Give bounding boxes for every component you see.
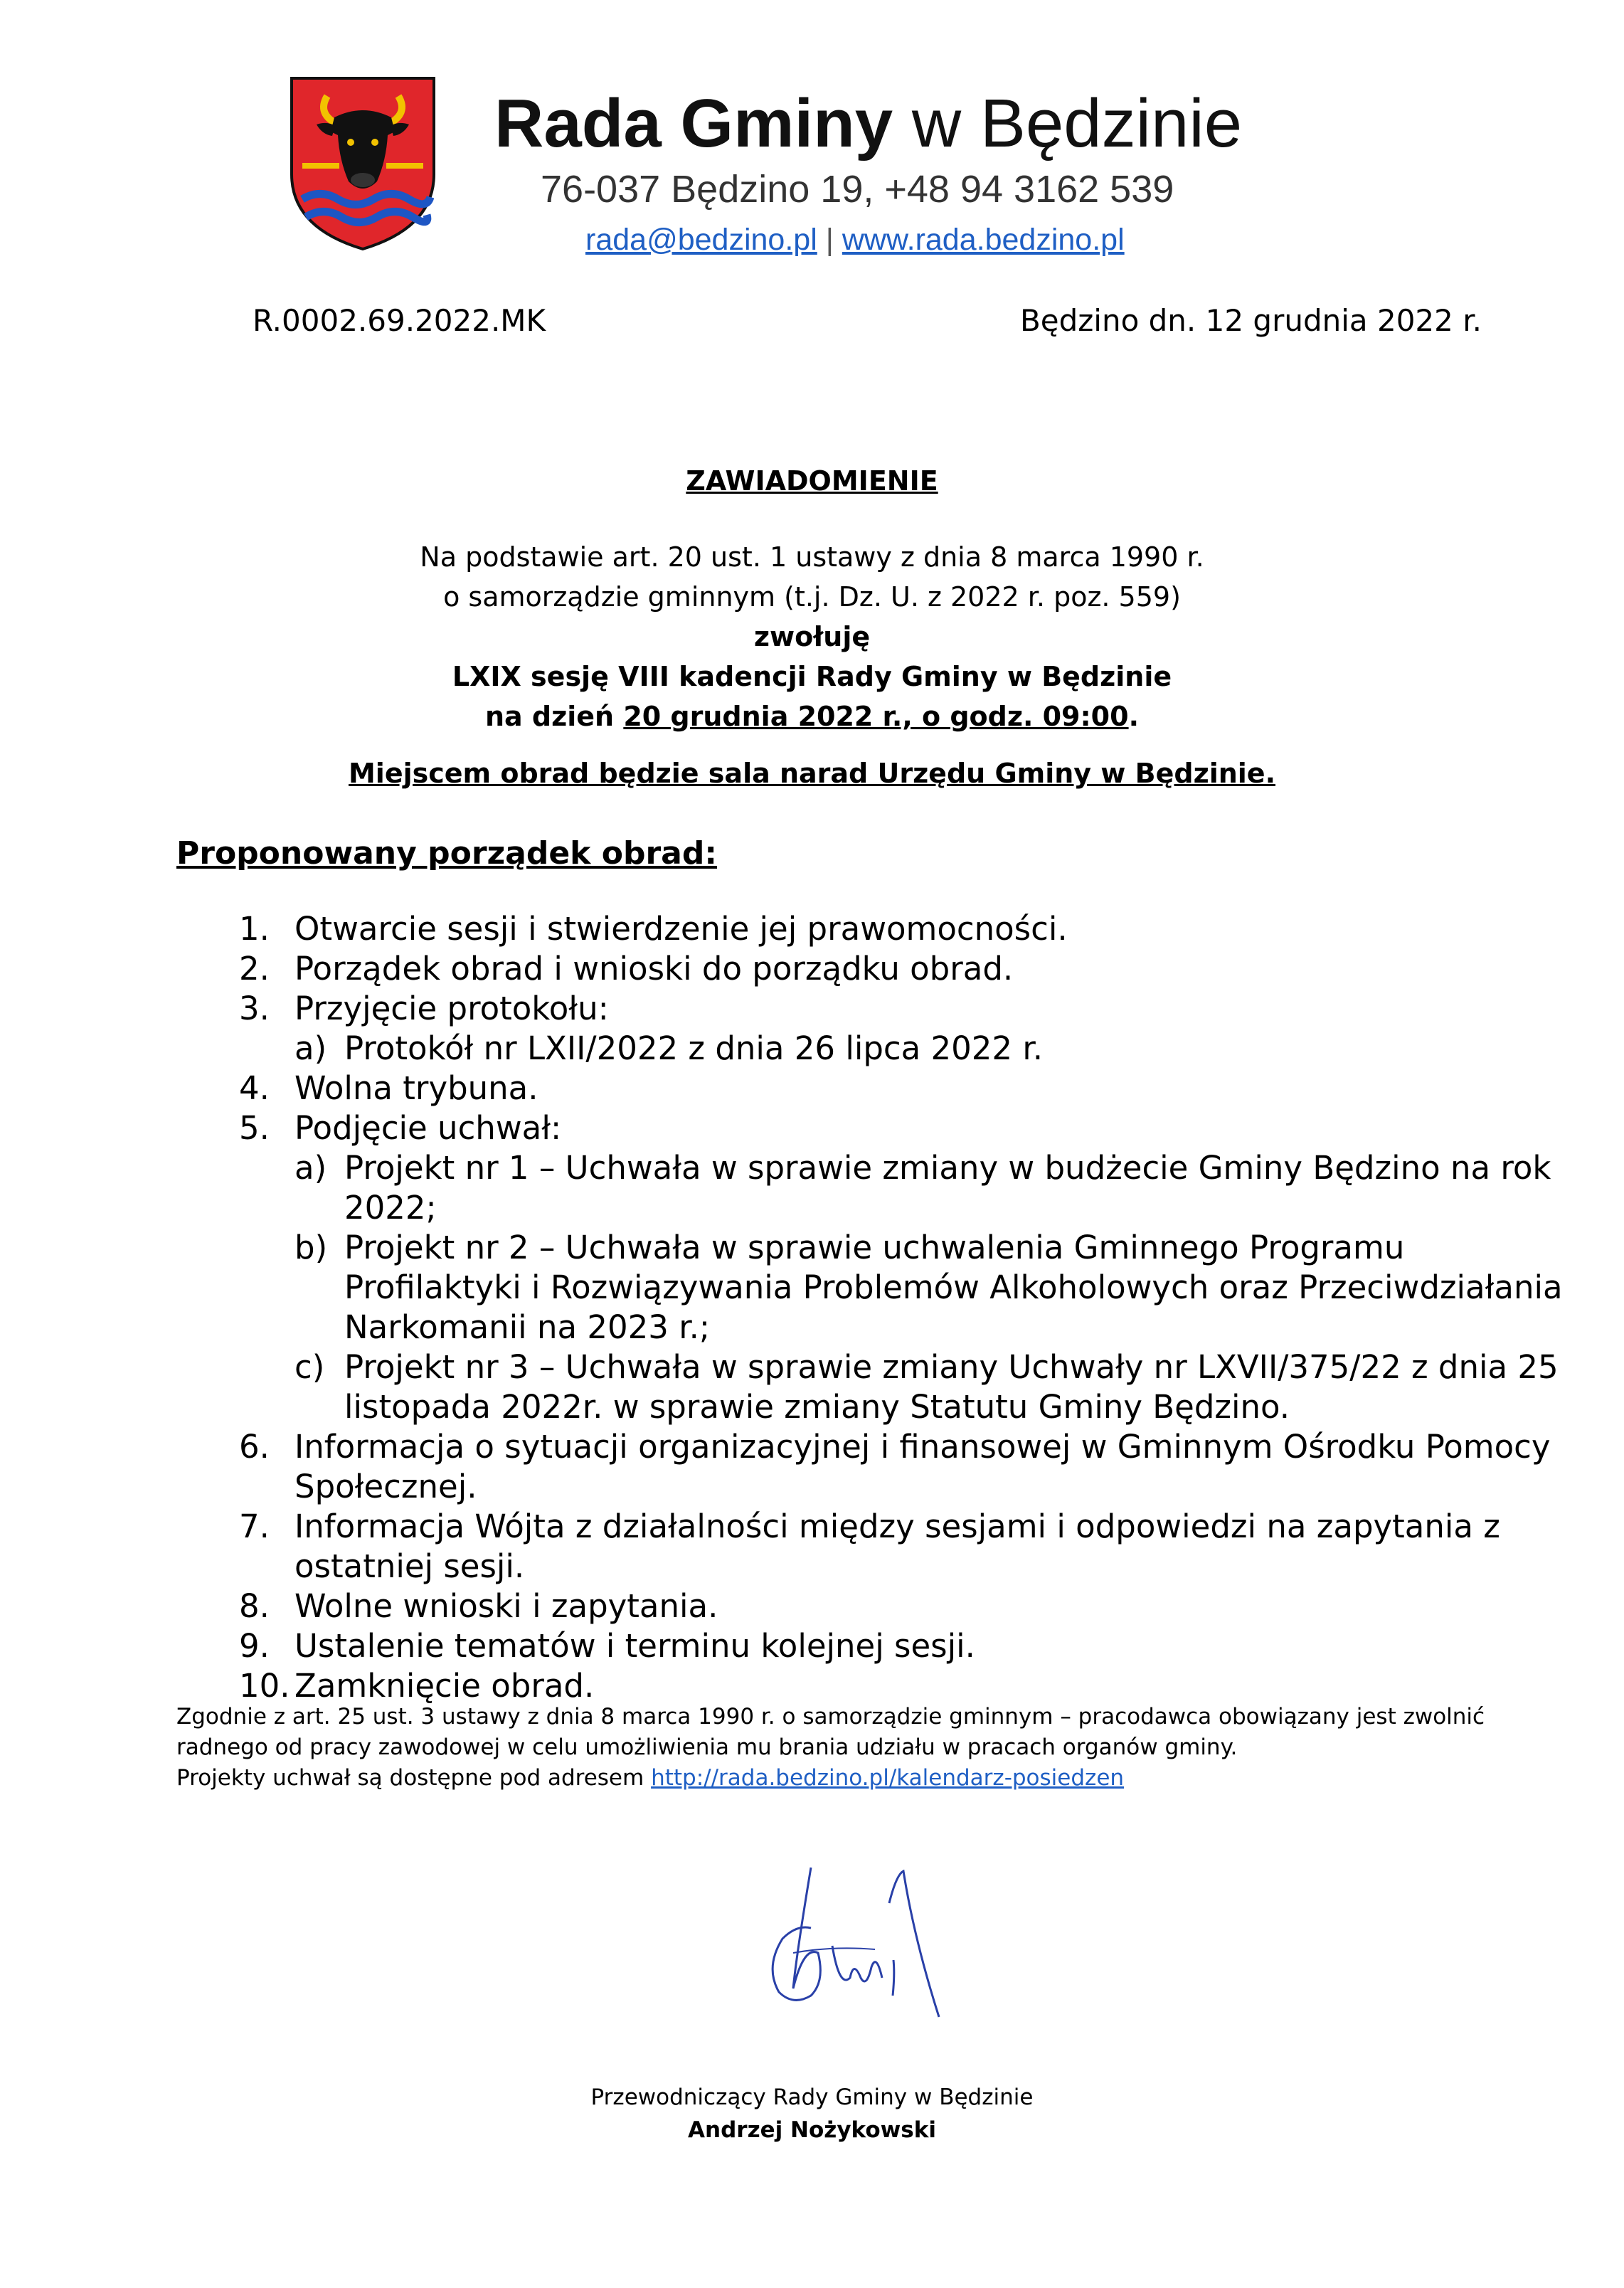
agenda-subitem	[239, 1347, 1576, 1427]
agenda-title: Proponowany porządek obrad:	[176, 835, 717, 872]
website-link[interactable]: www.rada.bedzino.pl	[842, 223, 1125, 257]
agenda-subitem-letter: a)	[294, 1029, 327, 1067]
agenda-item-number: 8.	[239, 1587, 270, 1625]
agenda-item	[239, 1108, 1576, 1148]
footnote-line-3	[176, 1763, 1528, 1794]
agenda-subitem-text: Projekt nr 2 – Uchwała w sprawie uchwalenia Gminnego Programu Profilaktyki i Rozwiązywania Problemów Alkoholowych oraz Przeciwdziałania Narkomanii na 2023 r.;	[344, 1229, 1563, 1346]
intro-line-3: zwołuję	[753, 621, 871, 652]
agenda-item	[239, 1587, 1576, 1626]
agenda-item-number: 7.	[239, 1508, 270, 1545]
agenda-subitem-letter: b)	[294, 1229, 328, 1266]
council-contact	[585, 221, 1125, 259]
council-address: 76-037 Będzino 19, +48 94 3162 539	[541, 168, 1174, 211]
crest-logo	[288, 75, 437, 253]
agenda-item-number: 9.	[239, 1627, 270, 1665]
agenda-item-text: Otwarcie sesji i stwierdzenie jej prawomocności.	[294, 910, 1068, 948]
agenda-item	[239, 1069, 1576, 1108]
intro-line-5-suffix: .	[1128, 701, 1140, 732]
intro-line-2: o samorządzie gminnym (t.j. Dz. U. z 2022 r. poz. 559)	[443, 581, 1181, 613]
agenda-subitem-text: Projekt nr 3 – Uchwała w sprawie zmiany Uchwały nr LXVII/375/22 z dnia 25 listopada 2022r. w sprawie zmiany Statutu Gminy Będzino.	[344, 1348, 1559, 1426]
agenda-item-number: 4.	[239, 1069, 270, 1107]
agenda-item	[239, 949, 1576, 989]
footnote-line-1: Zgodnie z art. 25 ust. 3 ustawy z dnia 8 marca 1990 r. o samorządzie gminnym – pracodawca obowiązany jest zwolnić	[176, 1704, 1485, 1730]
footnote	[176, 1702, 1528, 1794]
footnote-line-3-prefix: Projekty uchwał są dostępne pod adresem	[176, 1765, 652, 1791]
agenda-subitem-letter: c)	[294, 1348, 325, 1386]
intro-line-1: Na podstawie art. 20 ust. 1 ustawy z dnia 8 marca 1990 r.	[420, 541, 1204, 573]
agenda-list	[239, 909, 1576, 1706]
agenda-item-text: Informacja Wójta z działalności między sesjami i odpowiedzi na zapytania z ostatniej sesji.	[294, 1508, 1500, 1585]
signer-role: Przewodniczący Rady Gminy w Będzinie	[590, 2085, 1034, 2110]
council-title-rest: w Będzinie	[893, 85, 1243, 161]
meeting-place: Miejscem obrad będzie sala narad Urzędu Gminy w Będzinie.	[348, 758, 1276, 789]
reference-number: R.0002.69.2022.MK	[253, 303, 546, 338]
agenda-subitem	[239, 1029, 1576, 1069]
agenda-item-text: Informacja o sytuacji organizacyjnej i finansowej w Gminnym Ośrodku Pomocy Społecznej.	[294, 1428, 1551, 1505]
email-link[interactable]: rada@bedzino.pl	[585, 223, 817, 257]
agenda-item-number: 1.	[239, 910, 270, 948]
council-title	[494, 82, 1242, 166]
council-title-bold: Rada Gminy	[494, 85, 893, 161]
agenda-item-text: Przyjęcie protokołu:	[294, 990, 609, 1027]
agenda-subitem	[239, 1148, 1576, 1228]
calendar-link[interactable]: http://rada.bedzino.pl/kalendarz-posiedzen	[651, 1765, 1125, 1791]
session-date: 20 grudnia 2022 r., o godz. 09:00	[623, 701, 1129, 732]
agenda-item-text: Wolna trybuna.	[294, 1069, 538, 1107]
agenda-item-number: 2.	[239, 950, 270, 987]
agenda-subitem-letter: a)	[294, 1149, 327, 1187]
intro-line-5	[0, 697, 1624, 736]
signer-block	[0, 2081, 1624, 2146]
agenda-item	[239, 989, 1576, 1029]
document-date: Będzino dn. 12 grudnia 2022 r.	[1019, 303, 1482, 338]
agenda-subitem	[239, 1228, 1576, 1347]
notice-heading: ZAWIADOMIENIE	[686, 465, 938, 497]
contact-separator: |	[825, 223, 834, 257]
intro-line-4: LXIX sesję VIII kadencji Rady Gminy w Będzinie	[452, 661, 1172, 692]
agenda-item-number: 10.	[239, 1667, 290, 1705]
agenda-item-text: Porządek obrad i wnioski do porządku obrad.	[294, 950, 1014, 987]
handwritten-signature	[726, 1853, 960, 2038]
agenda-subitem-text: Protokół nr LXII/2022 z dnia 26 lipca 2022 r.	[344, 1029, 1044, 1067]
intro-line-5-prefix: na dzień	[484, 701, 624, 732]
agenda-item	[239, 1626, 1576, 1666]
agenda-item	[239, 1666, 1576, 1706]
agenda-item-number: 5.	[239, 1109, 270, 1147]
agenda-item-text: Ustalenie tematów i terminu kolejnej sesji.	[294, 1627, 975, 1665]
agenda-item-number: 6.	[239, 1428, 270, 1466]
notice-intro	[0, 537, 1624, 736]
agenda-item-text: Podjęcie uchwał:	[294, 1109, 562, 1147]
agenda-item-number: 3.	[239, 990, 270, 1027]
agenda-item	[239, 1507, 1576, 1587]
agenda-subitem-text: Projekt nr 1 – Uchwała w sprawie zmiany w budżecie Gminy Będzino na rok 2022;	[344, 1149, 1551, 1227]
signer-name: Andrzej Nożykowski	[688, 2117, 936, 2143]
agenda-item-text: Wolne wnioski i zapytania.	[294, 1587, 718, 1625]
agenda-item	[239, 909, 1576, 949]
agenda-item-text: Zamknięcie obrad.	[294, 1667, 595, 1705]
footnote-line-2: radnego od pracy zawodowej w celu umożliwienia mu brania udziału w pracach organów gminy.	[176, 1734, 1238, 1760]
agenda-item	[239, 1427, 1576, 1507]
